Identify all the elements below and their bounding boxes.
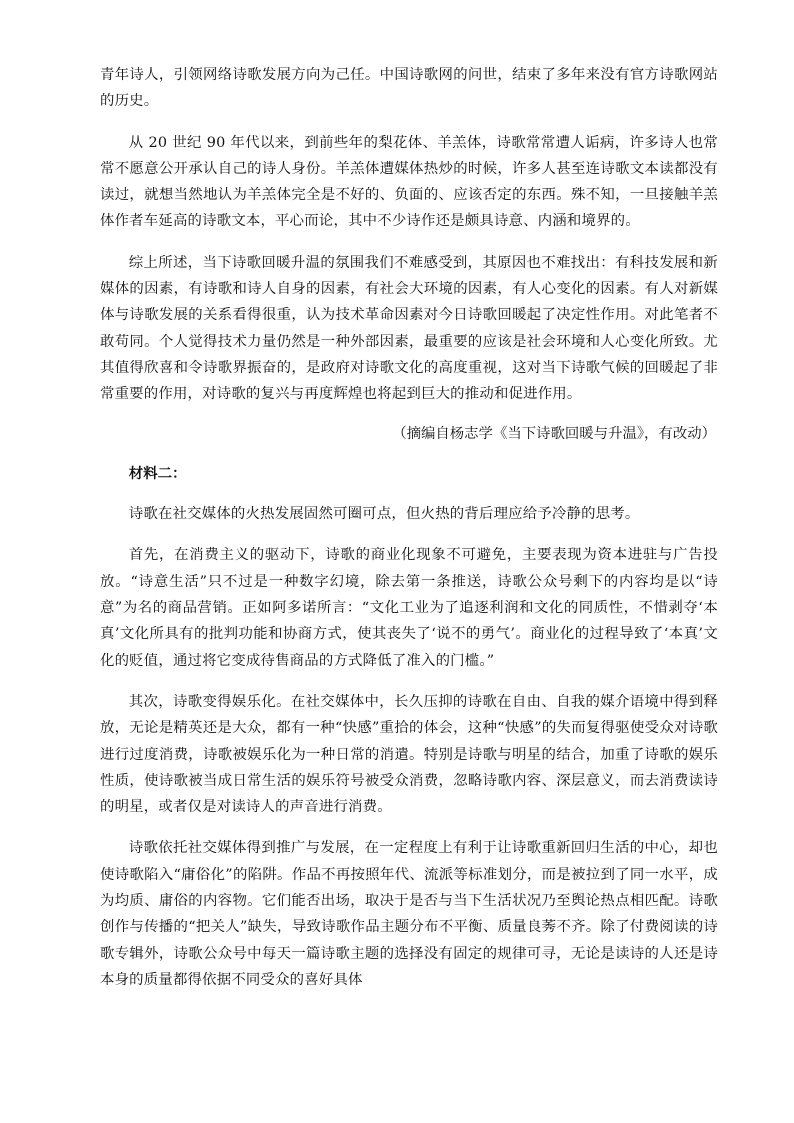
article-body — [100, 62, 718, 1008]
paragraph: 诗歌在社交媒体的火热发展固然可圈可点，但火热的背后理应给予冷静的思考。 — [128, 506, 640, 523]
paragraph: 青年诗人，引领网络诗歌发展方向为己任。中国诗歌网的问世，结束了多年来没有官方诗歌网站的历史。 — [100, 67, 718, 110]
paragraph: 首先，在消费主义的驱动下，诗歌的商业化现象不可避免，主要表现为资本进驻与广告投放。“诗意生活”只不过是一种数字幻境，除去第一条推送，诗歌公众号剩下的内容均是以“诗意”为名的商品营销。正如阿多诺所言：“文化工业为了追逐利润和文化的同质性，不惜剥夺‘本真’文化所具有的批判功能和协商方式，使其丧失了‘说不的勇气’。商业化的过程导致了‘本真’文化的贬值，通过将它变成待售商品的方式降低了准入的门槛。” — [100, 547, 718, 669]
paragraph: 从 20 世纪 90 年代以来，到前些年的梨花体、羊羔体，诗歌常常遭人诟病，许多诗人也常常不愿意公开承认自己的诗人身份。羊羔体遭媒体热炒的时候，许多人甚至连诗歌文本读都没有读过，就想当然地认为羊羔体完全是不好的、负面的、应该否定的东西。殊不知，一旦接触羊羔体作者车延高的诗歌文本，平心而论，其中不少诗作还是颇具诗意、内涵和境界的。 — [100, 134, 718, 230]
paragraph: 其次，诗歌变得娱乐化。在社交媒体中，长久压抑的诗歌在自由、自我的媒介语境中得到释放，无论是精英还是大众，都有一种“快感”重拾的体会，这种“快感”的失而复得驱使受众对诗歌进行过度消费，诗歌被娱乐化为一种日常的消遣。特别是诗歌与明星的结合，加重了诗歌的娱乐性质，使诗歌被当成日常生活的娱乐符号被受众消费，忽略诗歌内容、深层意义，而去消费读诗的明星，或者仅是对读诗人的声音进行消费。 — [100, 693, 718, 816]
paragraph: 诗歌依托社交媒体得到推广与发展，在一定程度上有利于让诗歌重新回归生活的中心，却也使诗歌陷入“庸俗化”的陷阱。作品不再按照年代、流派等标准划分，而是被拉到了同一水平，成为均质、庸俗的内容物。它们能否出场，取决于是否与当下生活状况乃至舆论热点相匹配。诗歌创作与传播的“把关人”缺失，导致诗歌作品主题分布不平衡、质量良莠不齐。除了付费阅读的诗歌专辑外，诗歌公众号中每天一篇诗歌主题的选择没有固定的规律可寻，无论是读诗的人还是诗本身的质量都得依据不同受众的喜好具体 — [100, 840, 718, 988]
paragraph: 综上所述，当下诗歌回暖升温的氛围我们不难感受到，其原因也不难找出：有科技发展和新媒体的因素，有诗歌和诗人自身的因素，有社会大环境的因素，有人心变化的因素。有人对新媒体与诗歌发展的关系看得很重，认为技术革命因素对今日诗歌回暖起了决定性作用。对此笔者不敢苟同。个人觉得技术力量仍然是一种外部因素，最重要的应该是社会环境和人心变化所致。尤其值得欣喜和令诗歌界振奋的，是政府对诗歌文化的高度重视，这对当下诗歌气候的回暖起了非常重要的作用，对诗歌的复兴与再度辉煌也将起到巨大的推动和促进作用。 — [100, 254, 718, 403]
material-heading: 材料二： — [128, 464, 187, 482]
source-citation: （摘编自杨志学《当下诗歌回暖与升温》，有改动） — [392, 425, 716, 442]
